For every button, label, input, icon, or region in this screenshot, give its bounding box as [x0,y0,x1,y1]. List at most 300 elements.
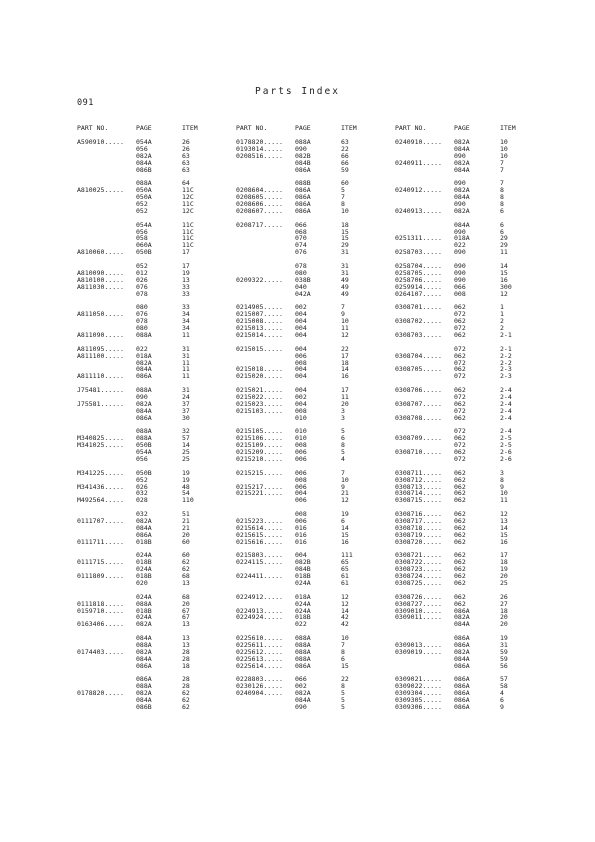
page-ref: 088B [295,179,311,188]
part-number: 0264107..... [395,289,442,298]
part-number: A811030..... [77,282,124,291]
part-number: 0308701..... [395,303,442,312]
page-ref: 040 [295,282,307,291]
page-ref: 062 [454,572,466,581]
part-number: 0308725..... [395,579,442,587]
item-number: 10 [341,206,349,215]
page-ref: 084A [136,365,152,374]
page-ref: 062 [454,351,466,360]
part-number: 0308706..... [395,386,442,395]
page-ref: 024A [136,613,152,622]
item-number: 2-3 [500,372,512,381]
part-number: 0208606..... [236,200,283,209]
page-ref: 010 [295,413,307,422]
item-number: 64 [182,179,190,188]
item-number: 59 [500,647,508,656]
item-number: 17 [341,351,349,360]
page-ref: 006 [295,468,307,477]
item-number: 3 [341,413,345,422]
item-number: 33 [182,282,190,291]
item-number: 31 [182,351,190,360]
item-number: 5 [341,703,345,712]
part-number: 0215023..... [236,399,283,408]
header-part-no: PART NO. [236,124,268,132]
page-ref: 062 [454,496,466,505]
item-number: 25 [500,579,508,587]
item-number: 16 [341,372,349,381]
page-ref: 002 [295,682,307,691]
page-ref: 084A [136,654,152,663]
page-ref: 054A [136,220,152,229]
item-number: 11 [341,392,349,401]
part-number: 0224924..... [236,613,283,622]
page-ref: 082B [295,558,311,567]
page-ref: 018B [136,606,152,615]
page-ref: 018B [136,558,152,567]
part-number: 0309021..... [395,675,442,684]
page-number: 091 [77,98,94,108]
item-number: 10 [500,144,508,153]
item-number: 12 [341,496,349,505]
part-number: 0215217..... [236,482,283,491]
part-number: J75581...... [77,399,124,408]
item-number: 18 [500,558,508,567]
part-number: 0111715..... [77,558,124,567]
page-ref: 026 [136,482,148,491]
page-ref: 004 [295,330,307,339]
part-number: M492564..... [77,496,124,505]
page-ref: 020 [136,579,148,587]
part-number: 0240912..... [395,186,442,195]
item-number: 14 [500,262,508,271]
page-ref: 012 [136,268,148,277]
part-number: 0225610..... [236,634,283,643]
part-number: 0178820..... [236,138,283,146]
item-number: 51 [182,510,190,519]
part-number: 0225614..... [236,661,283,670]
page-ref: 016 [295,530,307,539]
page-ref: 018A [295,592,311,601]
part-number: A811090..... [77,330,124,339]
item-number: 48 [182,482,190,491]
item-number: 4 [341,454,345,463]
part-number: 0215018..... [236,365,283,374]
page-ref: 090 [454,200,466,209]
page-ref: 062 [454,516,466,525]
item-number: 20 [341,399,349,408]
page-ref: 088A [136,599,152,608]
part-number: 0225611..... [236,641,283,650]
item-number: 63 [182,158,190,167]
part-number: J75481...... [77,386,124,395]
page-ref: 032 [136,510,148,519]
part-number: 0215223..... [236,516,283,525]
page-ref: 090 [295,144,307,153]
item-number: 33 [182,303,190,312]
page-ref: 082A [136,516,152,525]
part-number: 0215615..... [236,530,283,539]
part-number: 0308712..... [395,475,442,484]
item-number: 11C [182,186,194,195]
page-ref: 062 [454,523,466,532]
part-number: 0225613..... [236,654,283,663]
page-ref: 066 [454,282,466,291]
header-item: ITEM [500,124,516,132]
item-number: 111 [341,551,353,560]
item-number: 6 [500,696,504,705]
page-ref: 084B [295,565,311,574]
part-number: 0308721..... [395,551,442,560]
item-number: 42 [341,613,349,622]
page-ref: 082A [295,689,311,698]
item-number: 15 [341,234,349,243]
page-ref: 052 [136,475,148,484]
item-number: 10 [341,634,349,643]
page-ref: 062 [454,599,466,608]
item-number: 13 [182,641,190,650]
page-ref: 018B [136,572,152,581]
part-number: 0308714..... [395,489,442,498]
page-ref: 002 [295,392,307,401]
item-number: 19 [182,475,190,484]
page-ref: 062 [454,317,466,326]
item-number: 2-2 [500,351,512,360]
part-number: 0258706..... [395,275,442,284]
page-ref: 088A [295,634,311,643]
item-number: 25 [182,448,190,457]
part-number: 0240913..... [395,206,442,215]
page-ref: 006 [295,516,307,525]
page-ref: 084A [136,523,152,532]
page-ref: 024A [295,599,311,608]
item-number: 16 [341,537,349,546]
page-ref: 028 [136,496,148,505]
item-number: 11 [500,248,508,257]
item-number: 6 [500,227,504,236]
item-number: 8 [341,441,345,450]
item-number: 60 [341,179,349,188]
item-number: 13 [182,275,190,284]
page-ref: 018A [454,234,470,243]
item-number: 9 [500,703,504,712]
item-number: 16 [500,275,508,284]
page-ref: 018B [295,613,311,622]
item-number: 2 [500,317,504,326]
page-ref: 090 [454,268,466,277]
page-ref: 084A [454,654,470,663]
page-ref: 004 [295,551,307,560]
item-number: 34 [182,317,190,326]
part-number: 0308709..... [395,434,442,443]
page-ref: 004 [295,324,307,333]
part-number: 0215020..... [236,372,283,381]
item-number: 27 [500,599,508,608]
item-number: 21 [341,489,349,498]
page-ref: 008 [295,441,307,450]
item-number: 11 [341,324,349,333]
page-ref: 084A [454,144,470,153]
page-ref: 074 [295,241,307,250]
page-ref: 006 [295,351,307,360]
part-number: A810100..... [77,275,124,284]
page-ref: 062 [454,551,466,560]
item-number: 22 [341,144,349,153]
item-number: 31 [341,268,349,277]
page-ref: 018A [136,351,152,360]
page-ref: 072 [454,358,466,367]
part-number: 0215221..... [236,489,283,498]
page-ref: 026 [136,275,148,284]
item-number: 2-2 [500,358,512,367]
item-number: 26 [182,138,190,146]
part-number: 0208516..... [236,151,283,160]
item-number: 31 [500,641,508,650]
page-ref: 062 [454,434,466,443]
part-number: 0240911..... [395,158,442,167]
item-number: 15 [500,268,508,277]
item-number: 63 [182,165,190,174]
part-number: A811110..... [77,372,124,381]
page-ref: 056 [136,227,148,236]
part-number: A811050..... [77,310,124,319]
item-number: 22 [341,344,349,353]
page-ref: 086A [454,696,470,705]
page-ref: 088A [136,641,152,650]
item-number: 11C [182,220,194,229]
item-number: 5 [341,696,345,705]
page-ref: 086B [136,703,152,712]
page-ref: 052 [136,206,148,215]
part-number: 0215614..... [236,523,283,532]
page-ref: 088A [136,386,152,395]
page-ref: 016 [295,537,307,546]
item-number: 16 [500,537,508,546]
part-number: 0309013..... [395,641,442,650]
item-number: 8 [500,200,504,209]
page-ref: 062 [454,303,466,312]
part-number: 0309019..... [395,647,442,656]
page-ref: 076 [295,248,307,257]
item-number: 20 [182,530,190,539]
page-ref: 086A [295,206,311,215]
page-ref: 024A [136,551,152,560]
page-ref: 086A [454,703,470,712]
item-number: 15 [500,530,508,539]
item-number: 12 [500,510,508,519]
item-number: 59 [341,165,349,174]
part-number: 0208607..... [236,206,283,215]
page-ref: 086A [295,200,311,209]
item-number: 42 [341,620,349,629]
item-number: 17 [500,551,508,560]
part-number: 0215105..... [236,427,283,436]
page-ref: 084A [454,620,470,629]
item-number: 34 [182,324,190,333]
page-ref: 062 [454,399,466,408]
page-ref: 072 [454,454,466,463]
page-ref: 050B [136,441,152,450]
item-number: 13 [500,516,508,525]
item-number: 2-6 [500,448,512,457]
item-number: 15 [341,530,349,539]
page-ref: 084A [136,158,152,167]
item-number: 63 [341,138,349,146]
page-ref: 004 [295,489,307,498]
part-number: 0259914..... [395,282,442,291]
page-ref: 082A [136,399,152,408]
part-number: 0215210..... [236,454,283,463]
part-number: 0208605..... [236,193,283,202]
page-ref: 086A [136,413,152,422]
page-ref: 008 [295,406,307,415]
page-ref: 080 [136,324,148,333]
part-number: 0308711..... [395,468,442,477]
page-ref: 088A [136,434,152,443]
part-number: M341225..... [77,468,124,477]
page-ref: 022 [295,620,307,629]
page-ref: 088A [136,427,152,436]
page-ref: 054A [136,138,152,146]
item-number: 9 [500,482,504,491]
part-number: 0208604..... [236,186,283,195]
part-number: 0230126..... [236,682,283,691]
item-number: 61 [341,572,349,581]
page-ref: 088A [136,330,152,339]
part-number: 0215106..... [236,434,283,443]
item-number: 11C [182,200,194,209]
page-ref: 076 [136,310,148,319]
part-number: 0111809..... [77,572,124,581]
item-number: 29 [500,234,508,243]
item-number: 10 [341,475,349,484]
part-number: 0111711..... [77,537,124,546]
part-number: 0193014..... [236,144,283,153]
part-number: 0308703..... [395,330,442,339]
page-ref: 004 [295,372,307,381]
part-number: 0178820..... [77,689,124,698]
item-number: 6 [341,434,345,443]
part-number: 0309011..... [395,613,442,622]
item-number: 34 [182,310,190,319]
page-ref: 086A [454,606,470,615]
item-number: 19 [500,634,508,643]
item-number: 26 [182,144,190,153]
part-number: A810060..... [77,248,124,257]
item-number: 68 [182,572,190,581]
page-ref: 008 [295,475,307,484]
page-ref: 072 [454,392,466,401]
page-ref: 088A [136,682,152,691]
item-number: 4 [500,689,504,698]
item-number: 12 [341,330,349,339]
part-number: 0225612..... [236,647,283,656]
header-page: PAGE [136,124,152,132]
item-number: 14 [500,523,508,532]
item-number: 8 [500,475,504,484]
page-ref: 004 [295,344,307,353]
part-number: 0228803..... [236,675,283,684]
page-ref: 052 [136,262,148,271]
item-number: 6 [341,654,345,663]
page-ref: 004 [295,310,307,319]
item-number: 2-1 [500,344,512,353]
item-number: 21 [182,516,190,525]
item-number: 37 [182,399,190,408]
header-page: PAGE [295,124,311,132]
page-ref: 024A [295,579,311,587]
item-number: 65 [341,558,349,567]
part-number: 0309010..... [395,606,442,615]
page-ref: 088A [136,179,152,188]
item-number: 14 [341,365,349,374]
page-ref: 066 [295,675,307,684]
part-number: 0215103..... [236,406,283,415]
part-number: M341025..... [77,441,124,450]
item-number: 32 [182,427,190,436]
item-number: 10 [341,317,349,326]
item-number: 49 [341,282,349,291]
item-number: 5 [341,448,345,457]
part-number: 0209322..... [236,275,283,284]
item-number: 28 [182,647,190,656]
page-ref: 086A [454,675,470,684]
item-number: 37 [182,406,190,415]
item-number: 2-4 [500,413,512,422]
item-number: 20 [500,613,508,622]
part-number: 0258704..... [395,262,442,271]
item-number: 8 [341,647,345,656]
item-number: 12 [341,592,349,601]
page-ref: 072 [454,310,466,319]
part-number: 0215013..... [236,324,283,333]
item-number: 31 [341,262,349,271]
item-number: 6 [500,206,504,215]
page-ref: 022 [136,344,148,353]
item-number: 60 [182,551,190,560]
part-number: 0308707..... [395,399,442,408]
item-number: 28 [182,675,190,684]
page-ref: 018B [136,537,152,546]
page-ref: 088A [295,138,311,146]
page-ref: 058 [136,234,148,243]
item-number: 66 [341,151,349,160]
part-number: 0240904..... [236,689,283,698]
part-number: 0208717..... [236,220,283,229]
item-number: 9 [341,482,345,491]
item-number: 7 [341,303,345,312]
page-ref: 072 [454,324,466,333]
page-ref: 002 [295,303,307,312]
page-ref: 050B [136,248,152,257]
item-number: 8 [341,682,345,691]
page-ref: 086A [136,675,152,684]
page-ref: 062 [454,468,466,477]
item-number: 1 [500,303,504,312]
item-number: 17 [341,386,349,395]
item-number: 26 [500,592,508,601]
page-ref: 086A [295,186,311,195]
item-number: 3 [341,406,345,415]
page-ref: 068 [295,227,307,236]
item-number: 2-4 [500,392,512,401]
page-ref: 024A [136,592,152,601]
item-number: 20 [182,599,190,608]
item-number: 18 [341,220,349,229]
item-number: 11 [182,330,190,339]
page-ref: 082A [454,186,470,195]
part-number: 0111818..... [77,599,124,608]
part-number: 0215015..... [236,344,283,353]
